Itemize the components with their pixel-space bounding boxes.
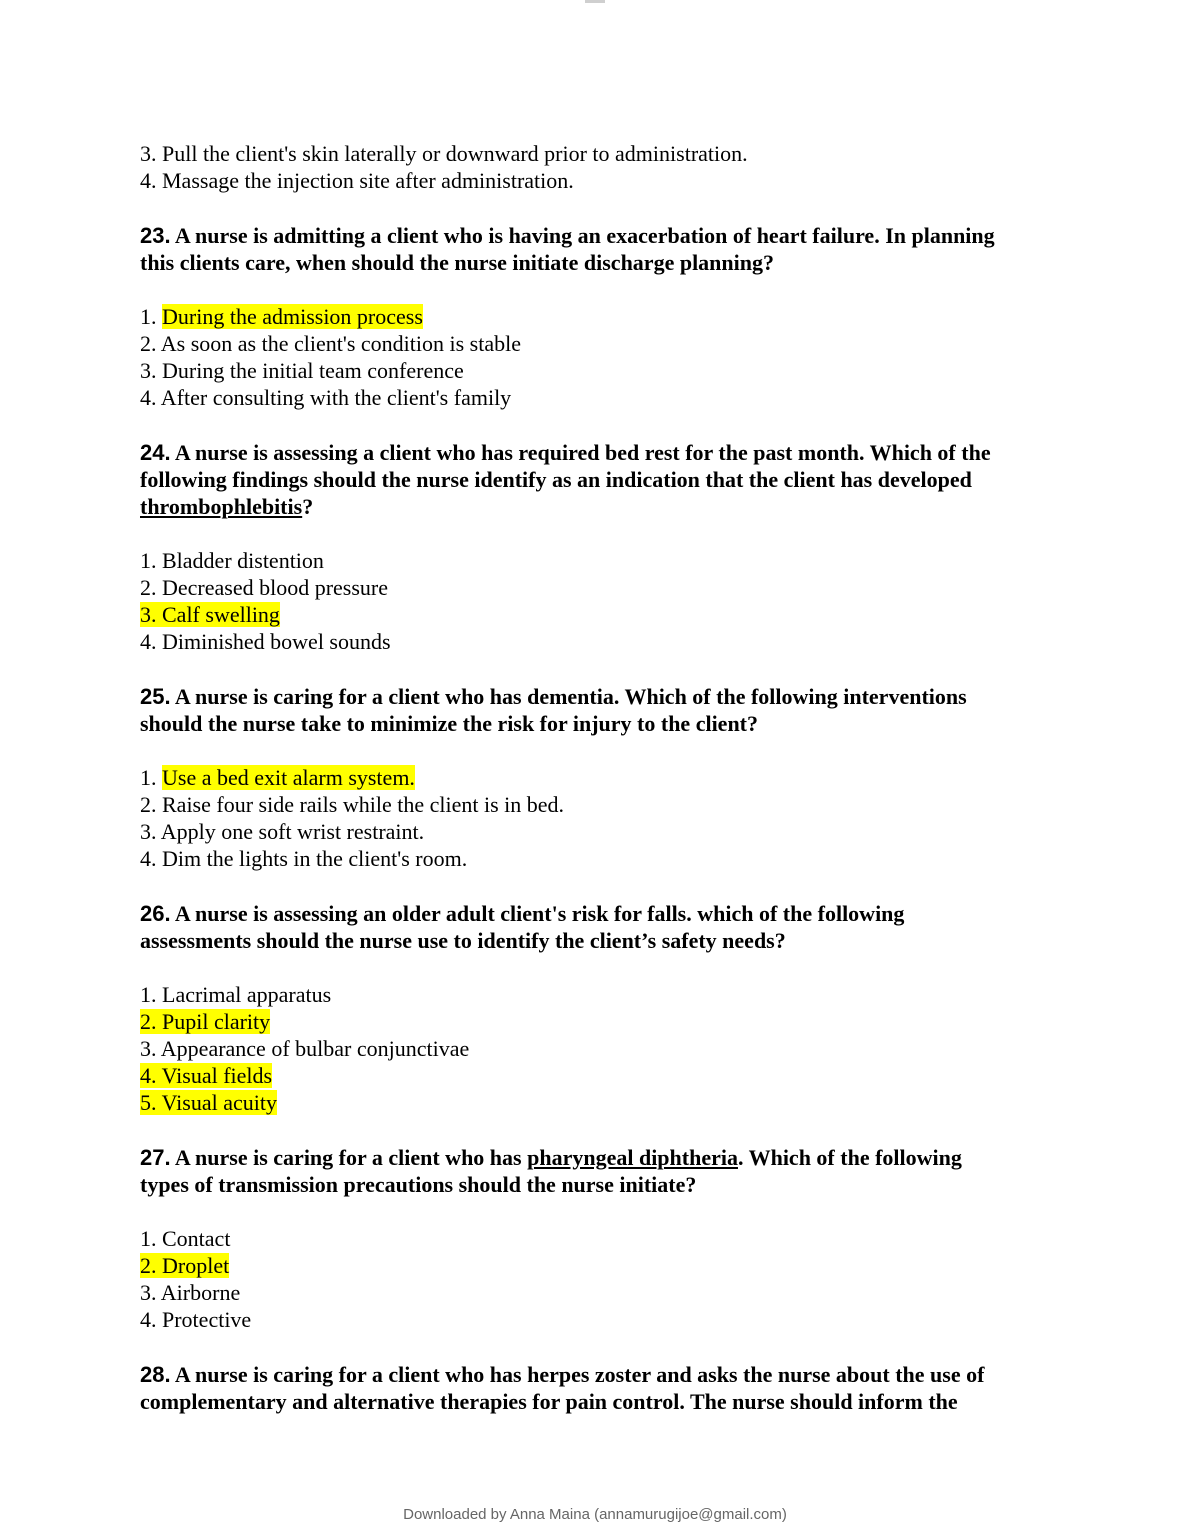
question-25-options [140, 764, 1060, 872]
question-text: types of transmission precautions should the nurse initiate? [140, 1172, 697, 1197]
question-23-options [140, 303, 1060, 411]
question-27: 27. A nurse is caring for a client who has pharyngeal diphtheria. Which of the following types of transmission precautions should the nurse initiate? [140, 1144, 1060, 1198]
option-1: 1. Bladder distention [140, 548, 324, 573]
question-text: this clients care, when should the nurse initiate discharge planning? [140, 250, 774, 275]
question-text: A nurse is admitting a client who is having an exacerbation of heart failure. In planning [170, 223, 995, 248]
question-number: 25. [140, 684, 171, 709]
question-text: A nurse is assessing a client who has required bed rest for the past month. Which of the [170, 440, 991, 465]
option-1: 1. Contact [140, 1226, 231, 1251]
question-24: 24. A nurse is assessing a client who has required bed rest for the past month. Which of the following findings should the nurse identify as an indication that the client has developed thrombophlebitis? [140, 439, 1060, 520]
option-4: 4. After consulting with the client's family [140, 385, 512, 410]
option-4: 4. Protective [140, 1307, 252, 1332]
option-3: 3. Apply one soft wrist restraint. [140, 819, 425, 844]
question-26 [140, 900, 1060, 954]
option-2: 2. Raise four side rails while the client is in bed. [140, 792, 565, 817]
option-3: 3. Appearance of bulbar conjunctivae [140, 1036, 470, 1061]
question-text: A nurse is assessing an older adult client's risk for falls. which of the following [170, 901, 905, 926]
document-body [140, 140, 1060, 1415]
highlighted-answer: 2. Droplet [140, 1253, 230, 1278]
header-watermark-mark [585, 0, 605, 3]
download-footer: Downloaded by Anna Maina (annamurugijoe@gmail.com) [403, 1506, 787, 1523]
question-number: 26. [140, 901, 171, 926]
question-27-options [140, 1225, 1060, 1333]
option-4: 4. Dim the lights in the client's room. [140, 846, 468, 871]
question-text: assessments should the nurse use to identify the client’s safety needs? [140, 928, 786, 953]
option-4: 4. Diminished bowel sounds [140, 629, 391, 654]
question-26-options [140, 981, 1060, 1116]
question-28 [140, 1361, 1060, 1415]
highlighted-answer: 2. Pupil clarity [140, 1009, 271, 1034]
question-25 [140, 683, 1060, 737]
question-text: should the nurse take to minimize the risk for injury to the client? [140, 711, 759, 736]
underlined-term: thrombophlebitis [140, 494, 303, 519]
option-2: 2. Decreased blood pressure [140, 575, 389, 600]
question-text: A nurse is caring for a client who has herpes zoster and asks the nurse about the use of [170, 1362, 985, 1387]
option-2: 2. As soon as the client's condition is stable [140, 331, 521, 356]
question-24-options [140, 547, 1060, 655]
question-number: 28. [140, 1362, 171, 1387]
previous-question-options [140, 140, 1060, 194]
option-line: 4. Massage the injection site after administration. [140, 168, 574, 193]
question-text: following findings should the nurse identify as an indication that the client has developed [140, 467, 972, 492]
option-1: 1. During the admission process [140, 304, 423, 329]
question-23 [140, 222, 1060, 276]
highlighted-answer: 5. Visual acuity [140, 1090, 277, 1115]
question-number: 24. [140, 440, 171, 465]
option-3: 3. Airborne [140, 1280, 241, 1305]
highlighted-answer: During the admission process [162, 304, 423, 329]
underlined-term: pharyngeal diphtheria [527, 1145, 738, 1170]
highlighted-answer: 3. Calf swelling [140, 602, 280, 627]
option-1: 1. Use a bed exit alarm system. [140, 765, 415, 790]
question-number: 27. [140, 1145, 171, 1170]
highlighted-answer: 4. Visual fields [140, 1063, 273, 1088]
highlighted-answer: Use a bed exit alarm system. [162, 765, 415, 790]
option-1: 1. Lacrimal apparatus [140, 982, 332, 1007]
question-text: complementary and alternative therapies for pain control. The nurse should inform the [140, 1389, 958, 1414]
option-line: 3. Pull the client's skin laterally or downward prior to administration. [140, 141, 748, 166]
question-number: 23. [140, 223, 171, 248]
question-text: A nurse is caring for a client who has dementia. Which of the following interventions [170, 684, 967, 709]
option-3: 3. During the initial team conference [140, 358, 464, 383]
